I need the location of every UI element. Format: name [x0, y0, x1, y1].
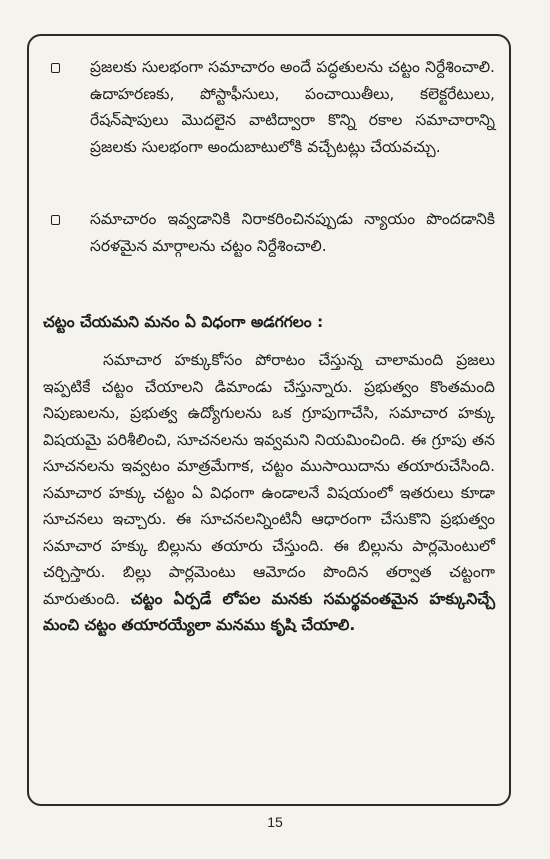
checkbox-bullet-icon [51, 63, 60, 73]
page-number: 15 [267, 814, 283, 830]
bullet-text: ప్రజలకు సులభంగా సమాచారం అందే పద్ధతులను చట్టం నిర్దేశించాలి. ఉదాహరణకు, పోస్టాఫీసులు, పంచాయితీలు, కలెక్టరేటులు, రేషన్‌షాపులు మొదలైన వాటిద్వారా కొన్ని రకాల సమాచారాన్ని ప్రజలకు సులభంగా అందుబాటులోకి వచ్చేటట్లు చేయవచ్చు. [90, 58, 495, 156]
section-heading: చట్టం చేయమని మనం ఏ విధంగా అడగగలం : [43, 313, 324, 331]
bullet-text: సమాచారం ఇవ్వడానికి నిరాకరించినప్పుడు న్యాయం పొందడానికి సరళమైన మార్గాలను చట్టం నిర్దేశించాలి. [90, 210, 495, 255]
emphasized-text: చట్టం ఏర్పడే లోపల మనకు సమర్థవంతమైన హక్కునిచ్చే మంచి చట్టం తయారయ్యేలా మనము కృషి చేయాలి. [43, 589, 495, 634]
paragraph-text: సమాచార హక్కుకోసం పోరాటం చేస్తున్న చాలామంది ప్రజలు ఇప్పటికే చట్టం చేయాలని డిమాండు చేస్తున్నారు. ప్రభుత్వం కొంతమంది నిపుణులను, ప్రభుత్వ ఉద్యోగులను ఒక గ్రూపుగాచేసి, సమాచార హక్కు విషయమై పరిశీలించి, సూచనలను ఇవ్వమని నియమించింది. ఈ గ్రూపు తన సూచనలను ఇవ్వటం మాత్రమేగాక, చట్టం ముసాయిదాను తయారుచేసింది. సమాచార హక్కు చట్టం ఏ విధంగా ఉండాలనే విషయంలో ఇతరులు కూడా సూచనలు ఇచ్చారు. ఈ సూచనలన్నింటినీ ఆధారంగా చేసుకొని ప్రభుత్వం సమాచార హక్కు బిల్లును తయారు చేస్తుంది. ఈ బిల్లును పార్లమెంటులో చర్చిస్తారు. బిల్లు పార్లమెంటు ఆమోదం పొందిన తర్వాత చట్టంగా మారుతుంది. [43, 351, 495, 608]
checkbox-bullet-icon [51, 215, 60, 225]
content-frame [27, 34, 511, 806]
body-paragraph [43, 347, 495, 639]
